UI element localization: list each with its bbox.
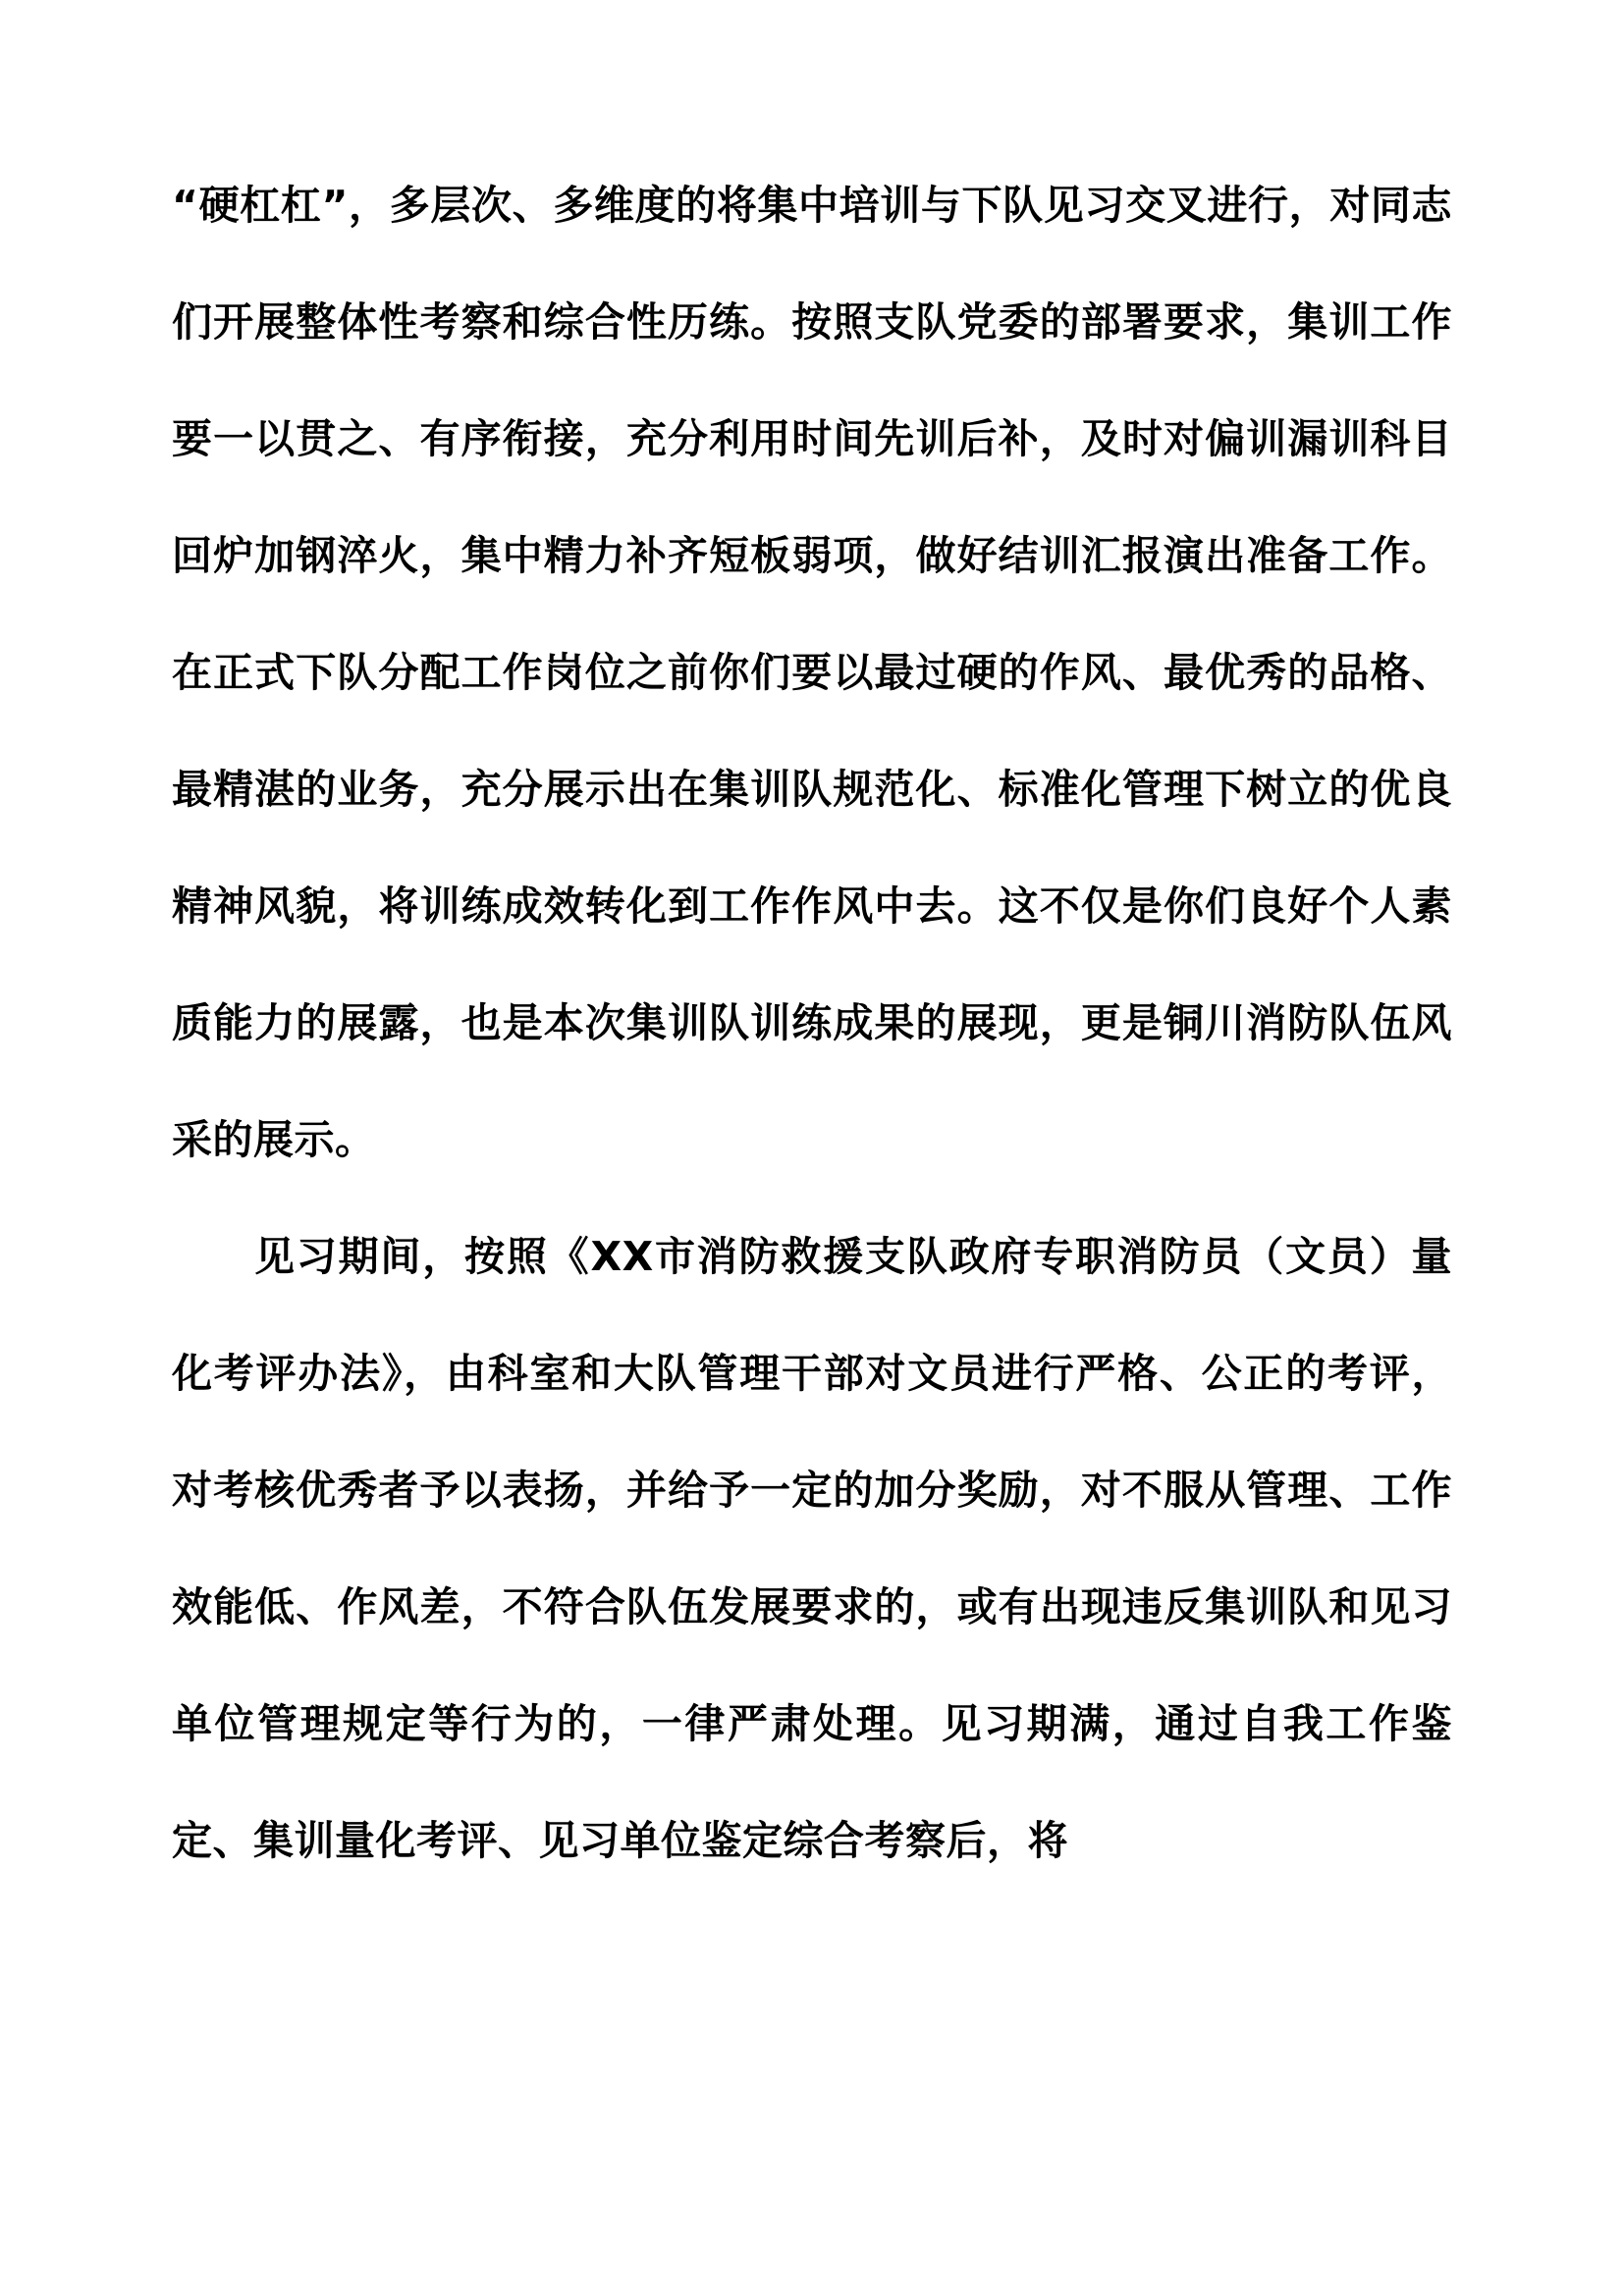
paragraph-1: “硬杠杠”，多层次、多维度的将集中培训与下队见习交叉进行，对同志们开展整体性考察和综合性历练。按照支队党委的部署要求，集训工作要一以贯之、有序衔接，充分利用时间先训后补，及时对偏训漏训科目回炉加钢淬火，集中精力补齐短板弱项，做好结训汇报演出准备工作。在正式下队分配工作岗位之前你们要以最过硬的作风、最优秀的品格、最精湛的业务，充分展示出在集训队规范化、标准化管理下树立的优良精神风貌，将训练成效转化到工作作风中去。这不仅是你们良好个人素质能力的展露，也是本次集训队训练成果的展现，更是铜川消防队伍风采的展示。 bbox=[172, 182, 1452, 1163]
paragraph-2: 见习期间，按照《XX市消防救援支队政府专职消防员（文员）量化考评办法》，由科室和大队管理干部对文员进行严格、公正的考评，对考核优秀者予以表扬，并给予一定的加分奖励，对不服从管理、工作效能低、作风差，不符合队伍发展要求的，或有出现违反集训队和见习单位管理规定等行为的，一律严肃处理。见习期满，通过自我工作鉴定、集训量化考评、见习单位鉴定综合考察后，将 bbox=[172, 1233, 1452, 1864]
document-body bbox=[172, 147, 1452, 1899]
